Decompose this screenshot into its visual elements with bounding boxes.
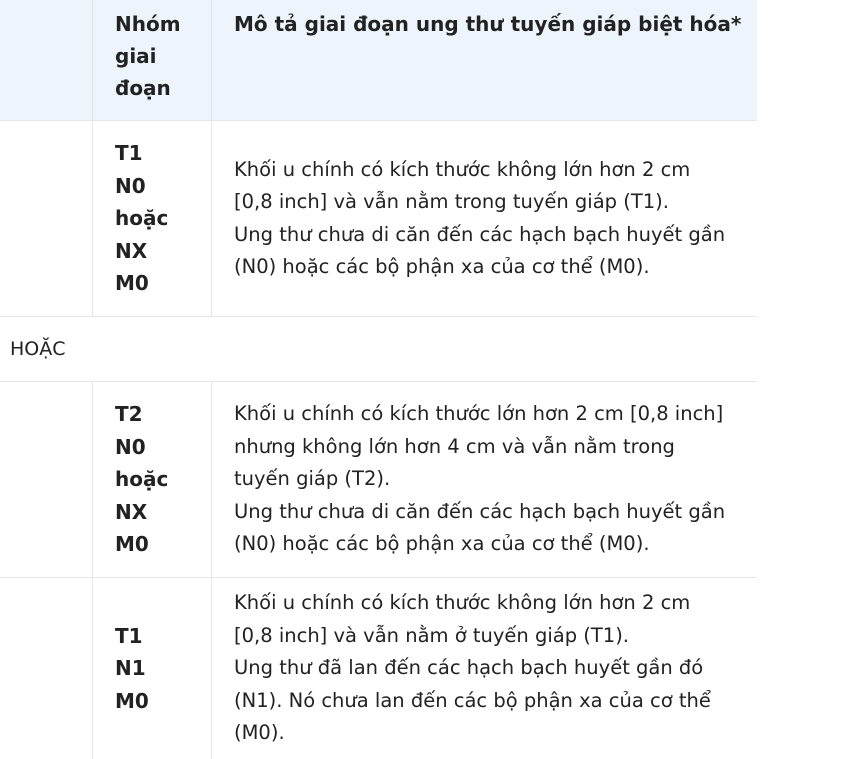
description-line: tuyến giáp (T2). (234, 467, 391, 491)
row-empty-cell (0, 578, 93, 759)
description-line: (N1). Nó chưa lan đến các bộ phận xa của cơ thể (234, 688, 711, 712)
stage-line: NX (115, 499, 148, 524)
stage-line: M0 (115, 532, 149, 557)
stage-line: hoặc (115, 467, 169, 492)
stage-line: T2 (115, 402, 143, 427)
description-line: Khối u chính có kích thước lớn hơn 2 cm [0,8 inch] (234, 402, 724, 426)
table-row (0, 578, 757, 759)
header-stage-line: Nhóm (115, 12, 181, 36)
row-empty-cell (0, 121, 93, 316)
header-stage-group (93, 0, 212, 120)
description-line: Khối u chính có kích thước không lớn hơn 2 cm (234, 591, 691, 615)
stage-line: M0 (115, 688, 149, 713)
description-line: [0,8 inch] và vẫn nằm trong tuyến giáp (T1). (234, 190, 669, 213)
stage-cell (93, 578, 212, 759)
stage-line: M0 (115, 271, 149, 296)
stage-line: hoặc (115, 206, 169, 231)
description-cell (212, 578, 757, 759)
header-stage-line: đoạn (115, 76, 171, 100)
stage-line: T1 (115, 141, 143, 166)
description-line: (M0). (234, 721, 285, 745)
header-description: Mô tả giai đoạn ung thư tuyến giáp biệt hóa* (234, 12, 742, 36)
description-line: [0,8 inch] và vẫn nằm ở tuyến giáp (T1). (234, 623, 629, 647)
description-line: (N0) hoặc các bộ phận xa của cơ thể (M0). (234, 532, 650, 556)
stage-line: N0 (115, 173, 146, 198)
or-separator-row (0, 317, 757, 382)
description-line: (N0) hoặc các bộ phận xa của cơ thể (M0). (234, 255, 650, 278)
table-row (0, 382, 757, 578)
description-line: Ung thư đã lan đến các hạch bạch huyết gần đó (234, 656, 704, 680)
table-header-row (0, 0, 757, 121)
stage-cell (93, 382, 212, 577)
or-separator-text: HOẶC (10, 338, 66, 360)
stage-line: NX (115, 238, 148, 263)
stage-line: T1 (115, 623, 143, 648)
description-line: Khối u chính có kích thước không lớn hơn 2 cm (234, 157, 691, 181)
header-empty-cell (0, 0, 93, 120)
description-cell (212, 382, 757, 577)
stage-line: N1 (115, 656, 146, 681)
stage-line: N0 (115, 434, 146, 459)
table-row (0, 121, 757, 317)
row-empty-cell (0, 382, 93, 577)
description-cell (212, 121, 757, 316)
description-line: Ung thư chưa di căn đến các hạch bạch huyết gần (234, 222, 726, 246)
header-stage-line: giai (115, 44, 157, 68)
description-line: nhưng không lớn hơn 4 cm và vẫn nằm trong (234, 434, 675, 458)
stage-cell (93, 121, 212, 316)
description-line: Ung thư chưa di căn đến các hạch bạch huyết gần (234, 499, 726, 523)
